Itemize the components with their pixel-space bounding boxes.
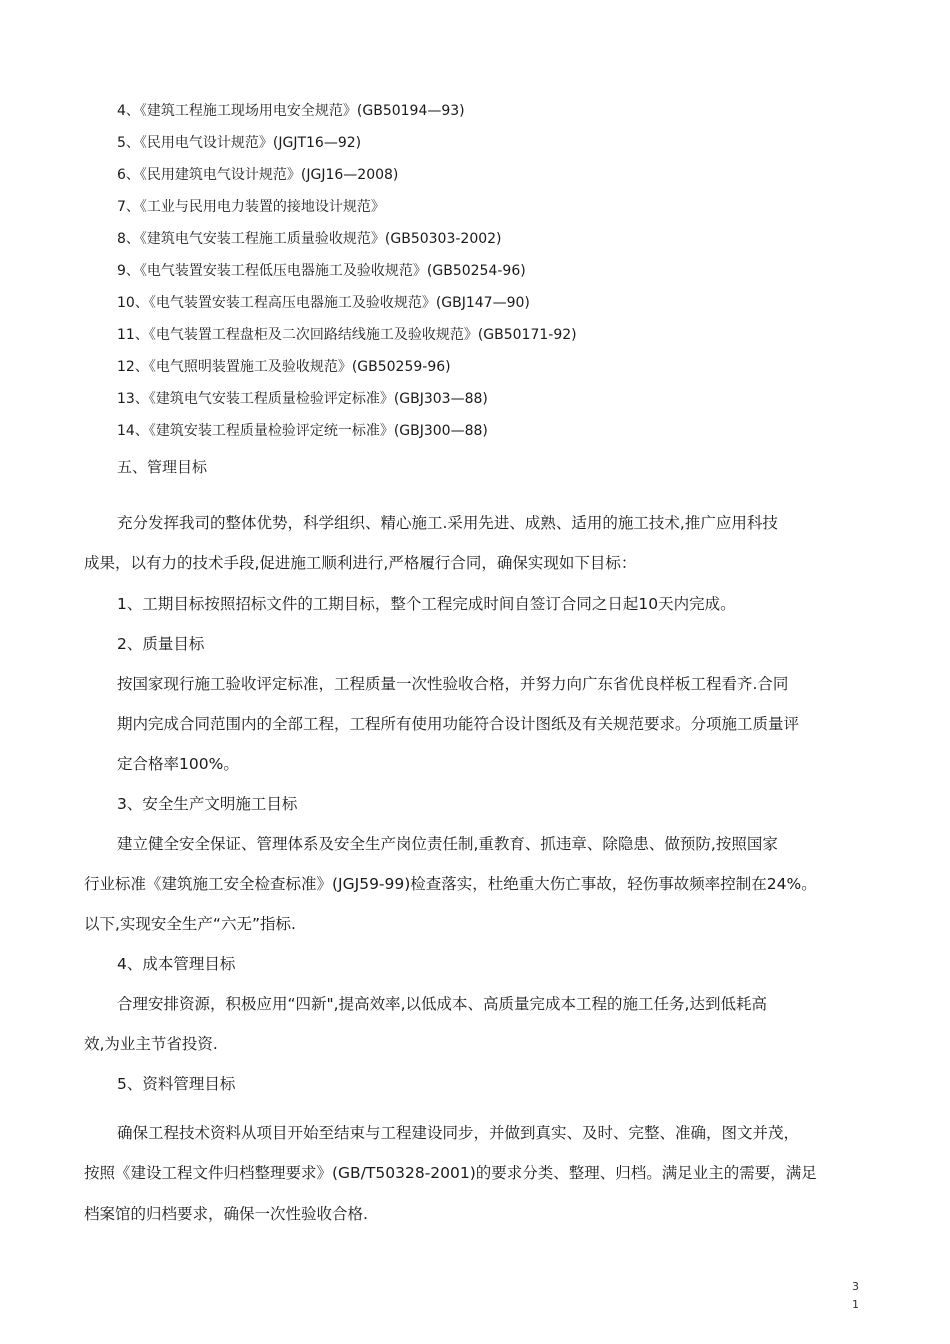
standard-item: 8、《建筑电气安装工程施工质量验收规范》(GB50303-2002): [117, 231, 502, 247]
page-number: 3: [852, 1280, 859, 1293]
safety-goal-line: 建立健全安全保证、管理体系及安全生产岗位责任制,重教育、抓违章、除隐患、做预防,按照国家: [117, 835, 778, 853]
standard-item: 13、《建筑电气安装工程质量检验评定标准》(GBJ303—88): [117, 391, 488, 407]
standard-item: 11、《电气装置工程盘柜及二次回路结线施工及验收规范》(GB50171-92): [117, 327, 577, 343]
standard-item: 12、《电气照明装置施工及验收规范》(GB50259-96): [117, 359, 451, 375]
intro-paragraph-line: 成果，以有力的技术手段,促进施工顺利进行,严格履行合同，确保实现如下目标：: [84, 554, 637, 572]
quality-goal-line: 定合格率100%。: [117, 755, 239, 773]
documents-goal-heading: 5、资料管理目标: [117, 1075, 236, 1093]
standard-item: 6、《民用建筑电气设计规范》(JGJ16—2008): [117, 167, 399, 183]
standard-item: 7、《工业与民用电力装置的接地设计规范》: [117, 199, 385, 215]
standard-item: 14、《建筑安装工程质量检验评定统一标准》(GBJ300—88): [117, 423, 488, 439]
quality-goal-line: 期内完成合同范围内的全部工程，工程所有使用功能符合设计图纸及有关规范要求。分项施工质量评: [117, 715, 800, 733]
safety-goal-line: 行业标准《建筑施工安全检查标准》(JGJ59-99)检查落实，杜绝重大伤亡事故，轻伤事故频率控制在24%。: [84, 875, 817, 893]
standard-item: 5、《民用电气设计规范》(JGJT16—92): [117, 135, 362, 151]
documents-goal-line: 按照《建设工程文件归档整理要求》(GB/T50328-2001)的要求分类、整理、归档。满足业主的需要，满足: [84, 1164, 817, 1182]
cost-goal-line: 效,为业主节省投资.: [84, 1035, 218, 1053]
standard-item: 4、《建筑工程施工现场用电安全规范》(GB50194—93): [117, 103, 465, 119]
quality-goal-line: 按国家现行施工验收评定标准，工程质量一次性验收合格，并努力向广东省优良样板工程看齐.合同: [117, 675, 789, 693]
schedule-goal: 1、工期目标按照招标文件的工期目标，整个工程完成时间自签订合同之日起10天内完成。: [117, 595, 736, 613]
standard-item: 9、《电气装置安装工程低压电器施工及验收规范》(GB50254-96): [117, 263, 526, 279]
intro-paragraph-line: 充分发挥我司的整体优势，科学组织、精心施工.采用先进、成熟、适用的施工技术,推广应用科技: [117, 514, 778, 532]
documents-goal-line: 档案馆的归档要求，确保一次性验收合格.: [84, 1205, 368, 1223]
standard-item: 10、《电气装置安装工程高压电器施工及验收规范》(GBJ147—90): [117, 295, 530, 311]
cost-goal-heading: 4、成本管理目标: [117, 955, 236, 973]
cost-goal-line: 合理安排资源，积极应用“四新",提高效率,以低成本、高质量完成本工程的施工任务,达到低耗高: [117, 995, 767, 1013]
safety-goal-line: 以下,实现安全生产“六无”指标.: [84, 915, 296, 933]
page-number: 1: [852, 1298, 859, 1311]
quality-goal-heading: 2、质量目标: [117, 635, 205, 653]
documents-goal-line: 确保工程技术资料从项目开始至结束与工程建设同步，并做到真实、及时、完整、准确，图文并茂，: [117, 1124, 800, 1142]
safety-goal-heading: 3、安全生产文明施工目标: [117, 795, 298, 813]
section-title: 五、管理目标: [117, 458, 208, 476]
